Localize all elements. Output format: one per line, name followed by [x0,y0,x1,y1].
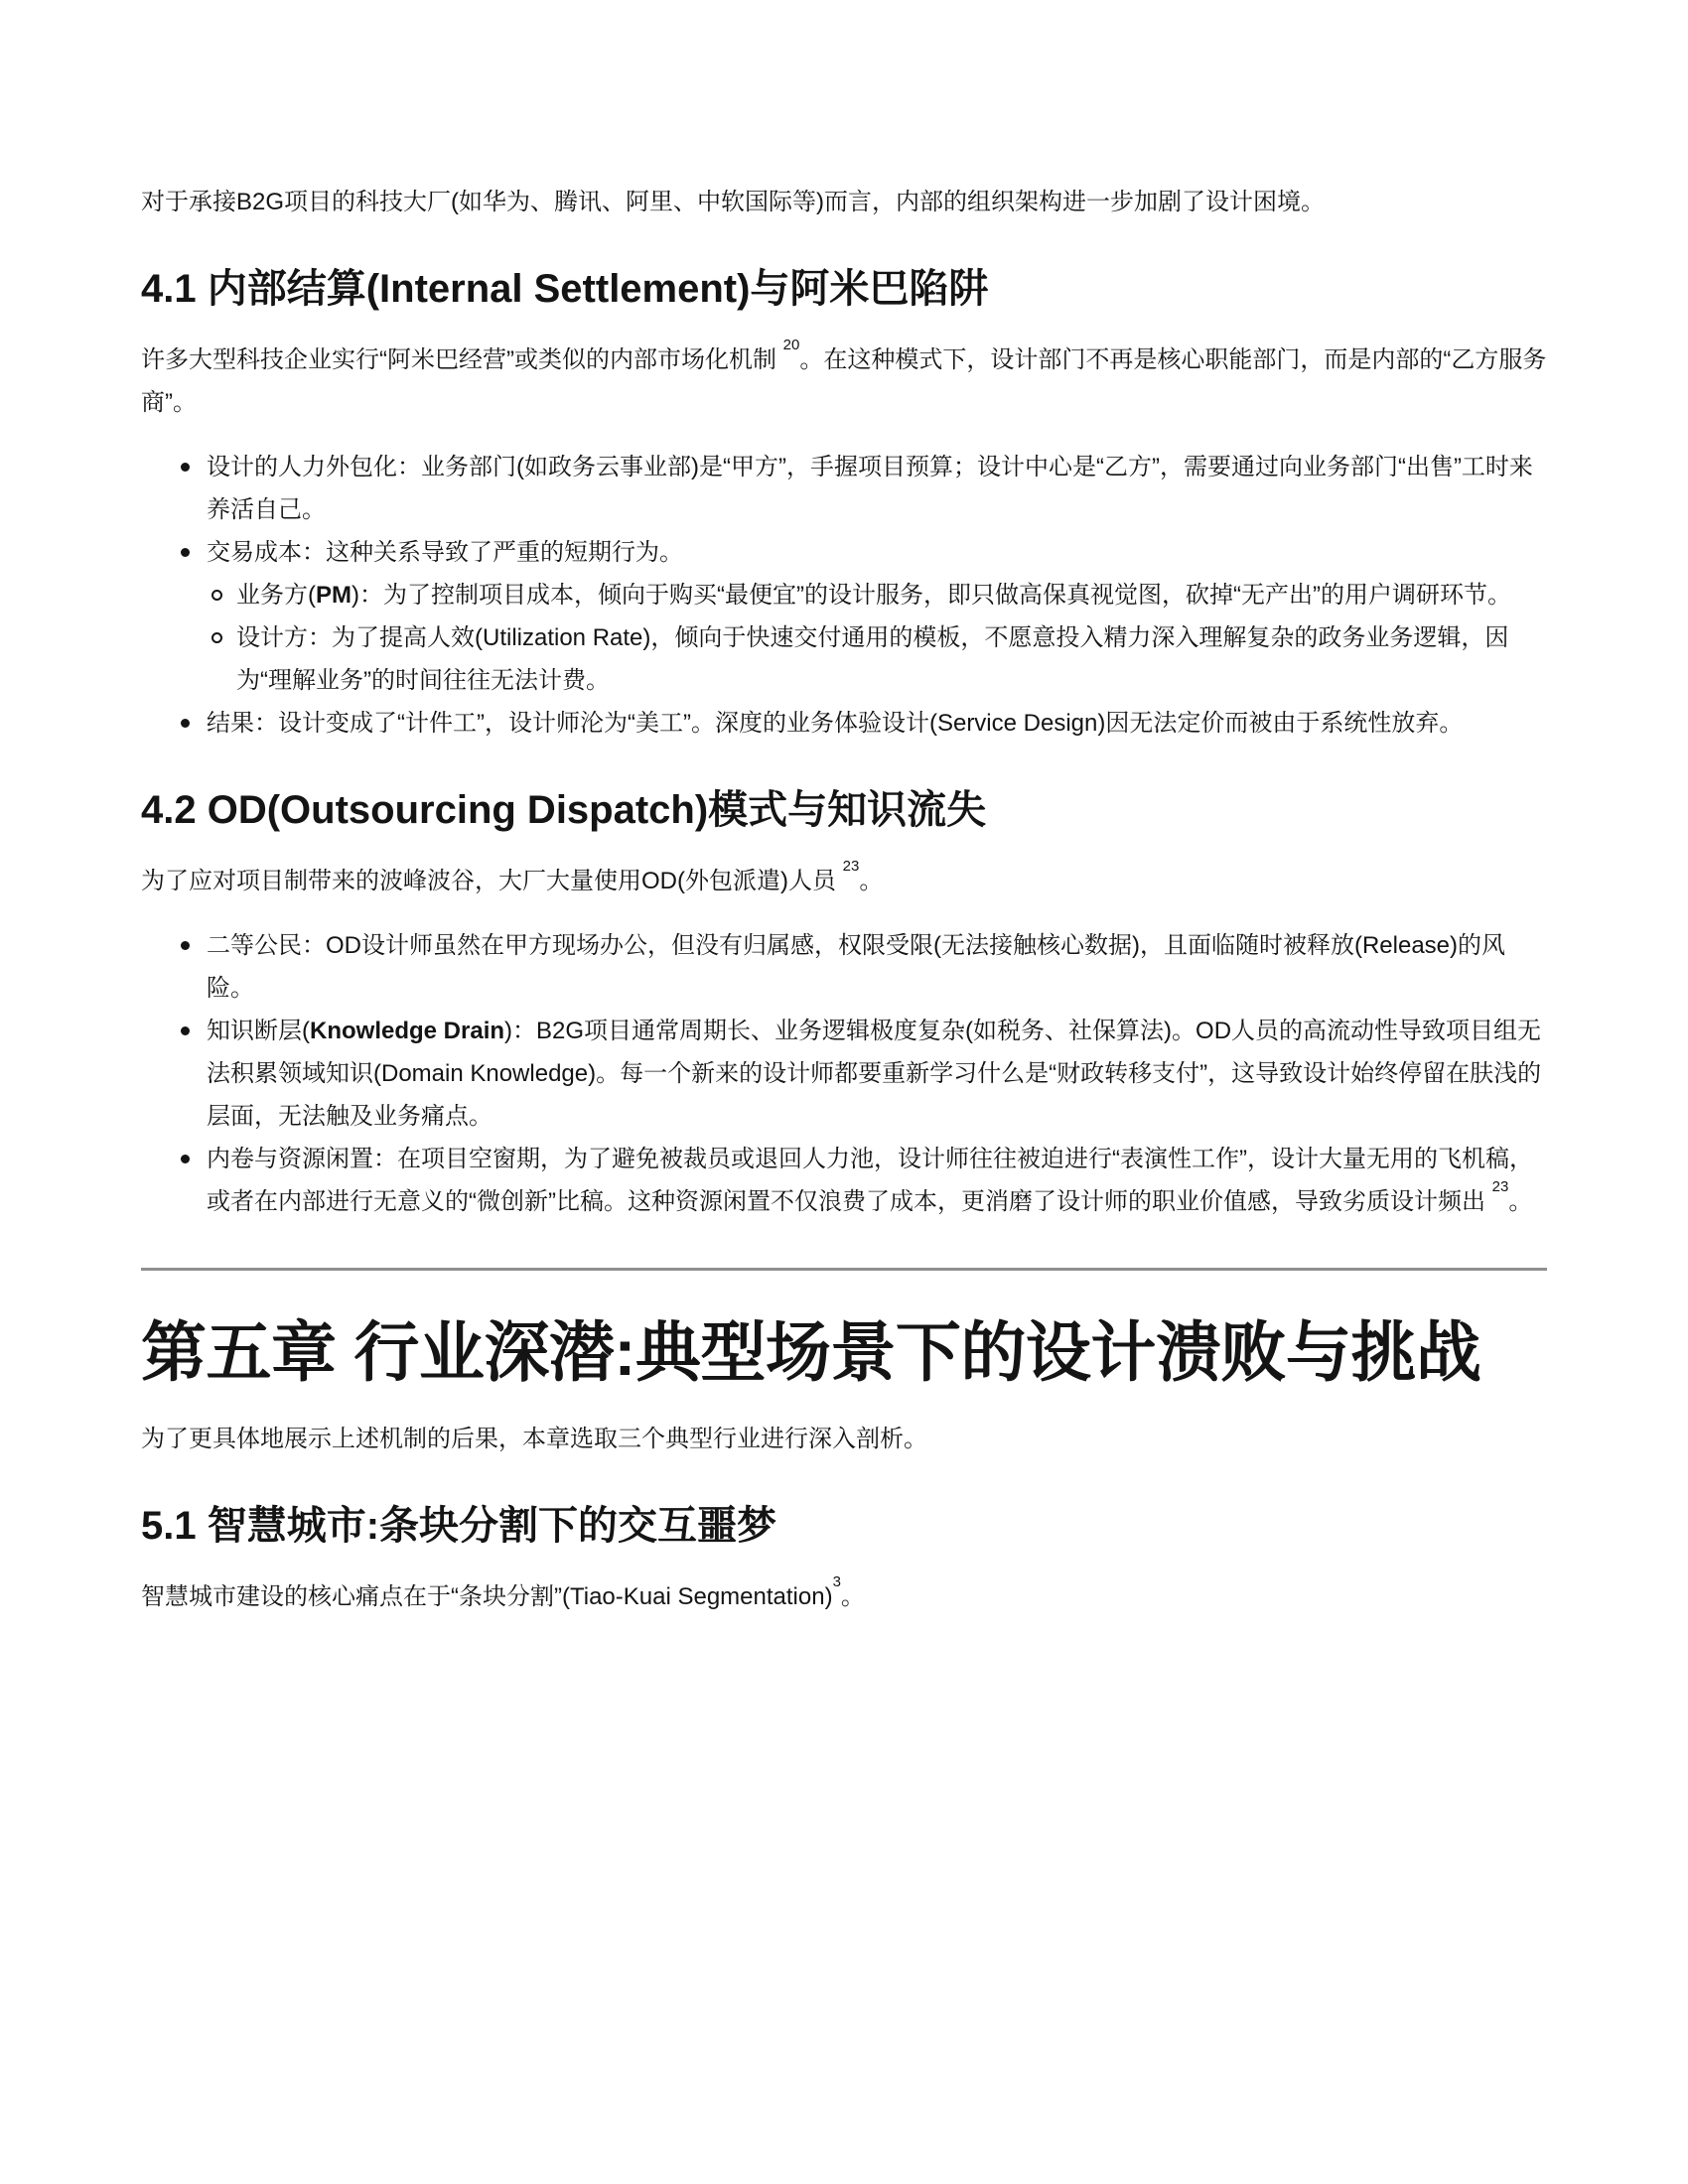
footnote-ref-3: 3 [832,1573,841,1590]
paragraph-text: 为了更具体地展示上述机制的后果，本章选取三个典型行业进行深入剖析。 [141,1426,927,1452]
bullet-icon [181,1155,190,1163]
list-item-text [207,1018,1541,1130]
bullet-icon [181,463,190,472]
list-item-text [207,1146,1533,1215]
text-run: 业务方( [236,582,316,609]
text-run: 内卷与资源闲置：在项目空窗期，为了避免被裁员或退回人力池，设计师往往被迫进行“表演性工作”，设计大量无用的飞机稿，或者在内部进行无意义的“微创新”比稿。这种资源闲置不仅浪费了成本，更消磨了设计师的职业价值感，导致劣质设计频出 [207,1146,1533,1215]
list-item-text: 设计方：为了提高人效(Utilization Rate)，倾向于快速交付通用的模板，不愿意投入精力深入理解复杂的政务业务逻辑，因为“理解业务”的时间往往无法计费。 [236,624,1509,694]
section-41-lead-paragraph [141,339,1547,424]
section-51-lead-paragraph [141,1575,1547,1618]
list-item-text: 设计的人力外包化：业务部门(如政务云事业部)是“甲方”，手握项目预算；设计中心是“乙方”，需要通过向业务部门“出售”工时来养活自己。 [207,454,1533,523]
paragraph-text: 许多大型科技企业实行“阿米巴经营”或类似的内部市场化机制 [141,346,783,373]
footnote-ref-23: 23 [1491,1178,1509,1195]
chapter-5-heading: 第五章 行业深潜:典型场景下的设计溃败与挑战 [141,1315,1481,1389]
paragraph-text: 为了应对项目制带来的波峰波谷，大厂大量使用OD(外包派遣)人员 [141,868,843,894]
section-42-bullet-list [141,924,1547,1223]
list-item-outsourcing [141,446,1547,531]
list-item-transaction-cost [141,531,1547,702]
footnote-ref-20: 20 [782,337,800,353]
intro-paragraph [141,181,1547,223]
paragraph-text: 智慧城市建设的核心痛点在于“条块分割”(Tiao-Kuai Segmentation) [141,1583,833,1610]
section-42-lead-paragraph [141,860,1547,902]
list-item-text: 二等公民：OD设计师虽然在甲方现场办公，但没有归属感，权限受限(无法接触核心数据)，且面临随时被释放(Release)的风险。 [207,932,1506,1002]
transaction-cost-sublist [207,574,1547,702]
text-run: 知识断层( [207,1018,310,1044]
list-item-result [141,702,1547,745]
text-run: )：为了控制项目成本，倾向于购买“最便宜”的设计服务，即只做高保真视觉图，砍掉“无产出”的用户调研环节。 [352,582,1511,609]
list-item-pm [207,574,1547,616]
text-run: )：B2G项目通常周期长、业务逻辑极度复杂(如税务、社保算法)。OD人员的高流动性导致项目组无法积累领域知识(Domain Knowledge)。每一个新来的设计师都要重新学习什么是“财政转移支付”，这导致设计始终停留在肤浅的层面，无法触及业务痛点。 [207,1018,1542,1130]
chapter-5-lead-paragraph [141,1418,1547,1460]
section-41-bullet-list [141,446,1547,745]
bullet-icon [181,719,190,728]
paragraph-text: 对于承接B2G项目的科技大厂(如华为、腾讯、阿里、中软国际等)而言，内部的组织架构进一步加剧了设计困境。 [141,189,1326,215]
section-41-heading: 4.1 内部结算(Internal Settlement)与阿米巴陷阱 [141,267,989,311]
list-item-text: 交易成本：这种关系导致了严重的短期行为。 [207,539,683,566]
bold-term-knowledge-drain: Knowledge Drain [310,1018,505,1044]
section-51-heading: 5.1 智慧城市:条块分割下的交互噩梦 [141,1504,777,1548]
section-42-heading: 4.2 OD(Outsourcing Dispatch)模式与知识流失 [141,788,987,832]
section-divider [141,1268,1547,1271]
list-item-text: 结果：设计变成了“计件工”，设计师沦为“美工”。深度的业务体验设计(Service Design)因无法定价而被由于系统性放弃。 [207,710,1464,737]
text-run: 。 [1508,1188,1533,1215]
paragraph-text: 。在这种模式下，设计部门不再是核心职能部门，而是内部的“乙方服务商”。 [141,346,1547,416]
circle-bullet-icon [211,590,222,601]
list-item-designer [207,616,1547,702]
list-item-involution [141,1138,1547,1223]
bullet-icon [181,548,190,557]
bullet-icon [181,1026,190,1035]
circle-bullet-icon [211,632,222,643]
footnote-ref-23: 23 [842,858,860,875]
list-item-text [236,582,1511,609]
bullet-icon [181,941,190,950]
paragraph-text: 。 [859,868,884,894]
list-item-knowledge-drain [141,1010,1547,1138]
list-item-second-class [141,924,1547,1010]
paragraph-text: 。 [840,1583,865,1610]
bold-term-pm: PM [316,582,352,609]
